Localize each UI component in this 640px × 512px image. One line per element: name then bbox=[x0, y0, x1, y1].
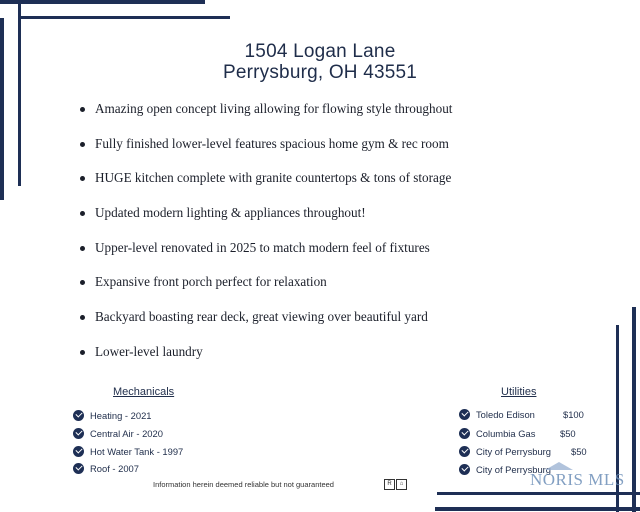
check-circle-icon bbox=[459, 446, 470, 457]
bullet-icon bbox=[80, 176, 85, 181]
feature-text: Lower-level laundry bbox=[95, 343, 203, 359]
list-item bbox=[80, 307, 600, 342]
bullet-icon bbox=[80, 350, 85, 355]
mls-logo: NORIS MLS bbox=[530, 470, 625, 489]
utilities-item-name: City of Perrysburg bbox=[476, 446, 552, 457]
utilities-item-amount: $50 bbox=[560, 428, 576, 439]
frame-right-line-inner bbox=[632, 307, 636, 512]
check-circle-icon bbox=[459, 428, 470, 439]
mechanicals-item bbox=[73, 407, 152, 424]
feature-text: HUGE kitchen complete with granite countertops & tons of storage bbox=[95, 170, 452, 186]
utilities-heading: Utilities bbox=[501, 386, 537, 398]
bullet-icon bbox=[80, 246, 85, 251]
bullet-icon bbox=[80, 107, 85, 112]
utilities-item bbox=[459, 406, 535, 423]
feature-text: Backyard boasting rear deck, great viewing over beautiful yard bbox=[95, 309, 428, 325]
feature-list bbox=[80, 99, 600, 377]
utilities-item bbox=[459, 443, 551, 460]
list-item bbox=[80, 342, 600, 377]
utilities-item-amount: $50 bbox=[571, 446, 587, 457]
address-line-2: Perrysburg, OH 43551 bbox=[222, 62, 418, 83]
mechanicals-item bbox=[73, 443, 183, 460]
check-circle-icon bbox=[73, 428, 84, 439]
list-item bbox=[80, 203, 600, 238]
list-item bbox=[80, 238, 600, 273]
utilities-item-name: City of Perrysburg bbox=[476, 464, 552, 475]
check-circle-icon bbox=[459, 409, 470, 420]
list-item bbox=[80, 168, 600, 203]
feature-text: Amazing open concept living allowing for flowing style throughout bbox=[95, 101, 453, 116]
feature-text: Fully finished lower-level features spacious home gym & rec room bbox=[95, 135, 449, 151]
frame-bottom-line bbox=[437, 492, 640, 495]
frame-top-line-inner bbox=[18, 16, 230, 19]
equal-housing-icon: ⌂ bbox=[396, 479, 407, 490]
mechanicals-item-label: Central Air - 2020 bbox=[90, 428, 163, 439]
mechanicals-item bbox=[73, 460, 139, 477]
mechanicals-item bbox=[73, 425, 163, 442]
utilities-item bbox=[459, 425, 535, 442]
mechanicals-heading: Mechanicals bbox=[113, 386, 175, 398]
feature-text: Upper-level renovated in 2025 to match modern feel of fixtures bbox=[95, 239, 430, 255]
bullet-icon bbox=[80, 142, 85, 147]
address-line-1: 1504 Logan Lane bbox=[244, 41, 396, 62]
feature-text: Expansive front porch perfect for relaxation bbox=[95, 274, 327, 290]
bullet-icon bbox=[80, 211, 85, 216]
list-item bbox=[80, 99, 600, 134]
utilities-item-name: Toledo Edison bbox=[476, 409, 535, 420]
disclaimer-text: Information herein deemed reliable but not guaranteed bbox=[153, 480, 334, 489]
utilities-item-name: Columbia Gas bbox=[476, 428, 536, 439]
check-circle-icon bbox=[73, 463, 84, 474]
check-circle-icon bbox=[73, 410, 84, 421]
check-circle-icon bbox=[73, 446, 84, 457]
bullet-icon bbox=[80, 280, 85, 285]
list-item bbox=[80, 272, 600, 307]
mls-logo-roof-icon bbox=[545, 462, 573, 470]
frame-top-line bbox=[0, 0, 205, 4]
utilities-item-amount: $100 bbox=[563, 409, 584, 420]
frame-bottom-line-inner bbox=[435, 507, 640, 511]
feature-text: Updated modern lighting & appliances throughout! bbox=[95, 205, 366, 221]
list-item bbox=[80, 134, 600, 169]
mechanicals-item-label: Heating - 2021 bbox=[90, 410, 152, 421]
mechanicals-item-label: Hot Water Tank - 1997 bbox=[90, 446, 184, 457]
frame-left-line-inner bbox=[18, 0, 21, 186]
bullet-icon bbox=[80, 315, 85, 320]
mechanicals-item-label: Roof - 2007 bbox=[90, 463, 139, 474]
realtor-icon: R bbox=[384, 479, 395, 490]
check-circle-icon bbox=[459, 464, 470, 475]
